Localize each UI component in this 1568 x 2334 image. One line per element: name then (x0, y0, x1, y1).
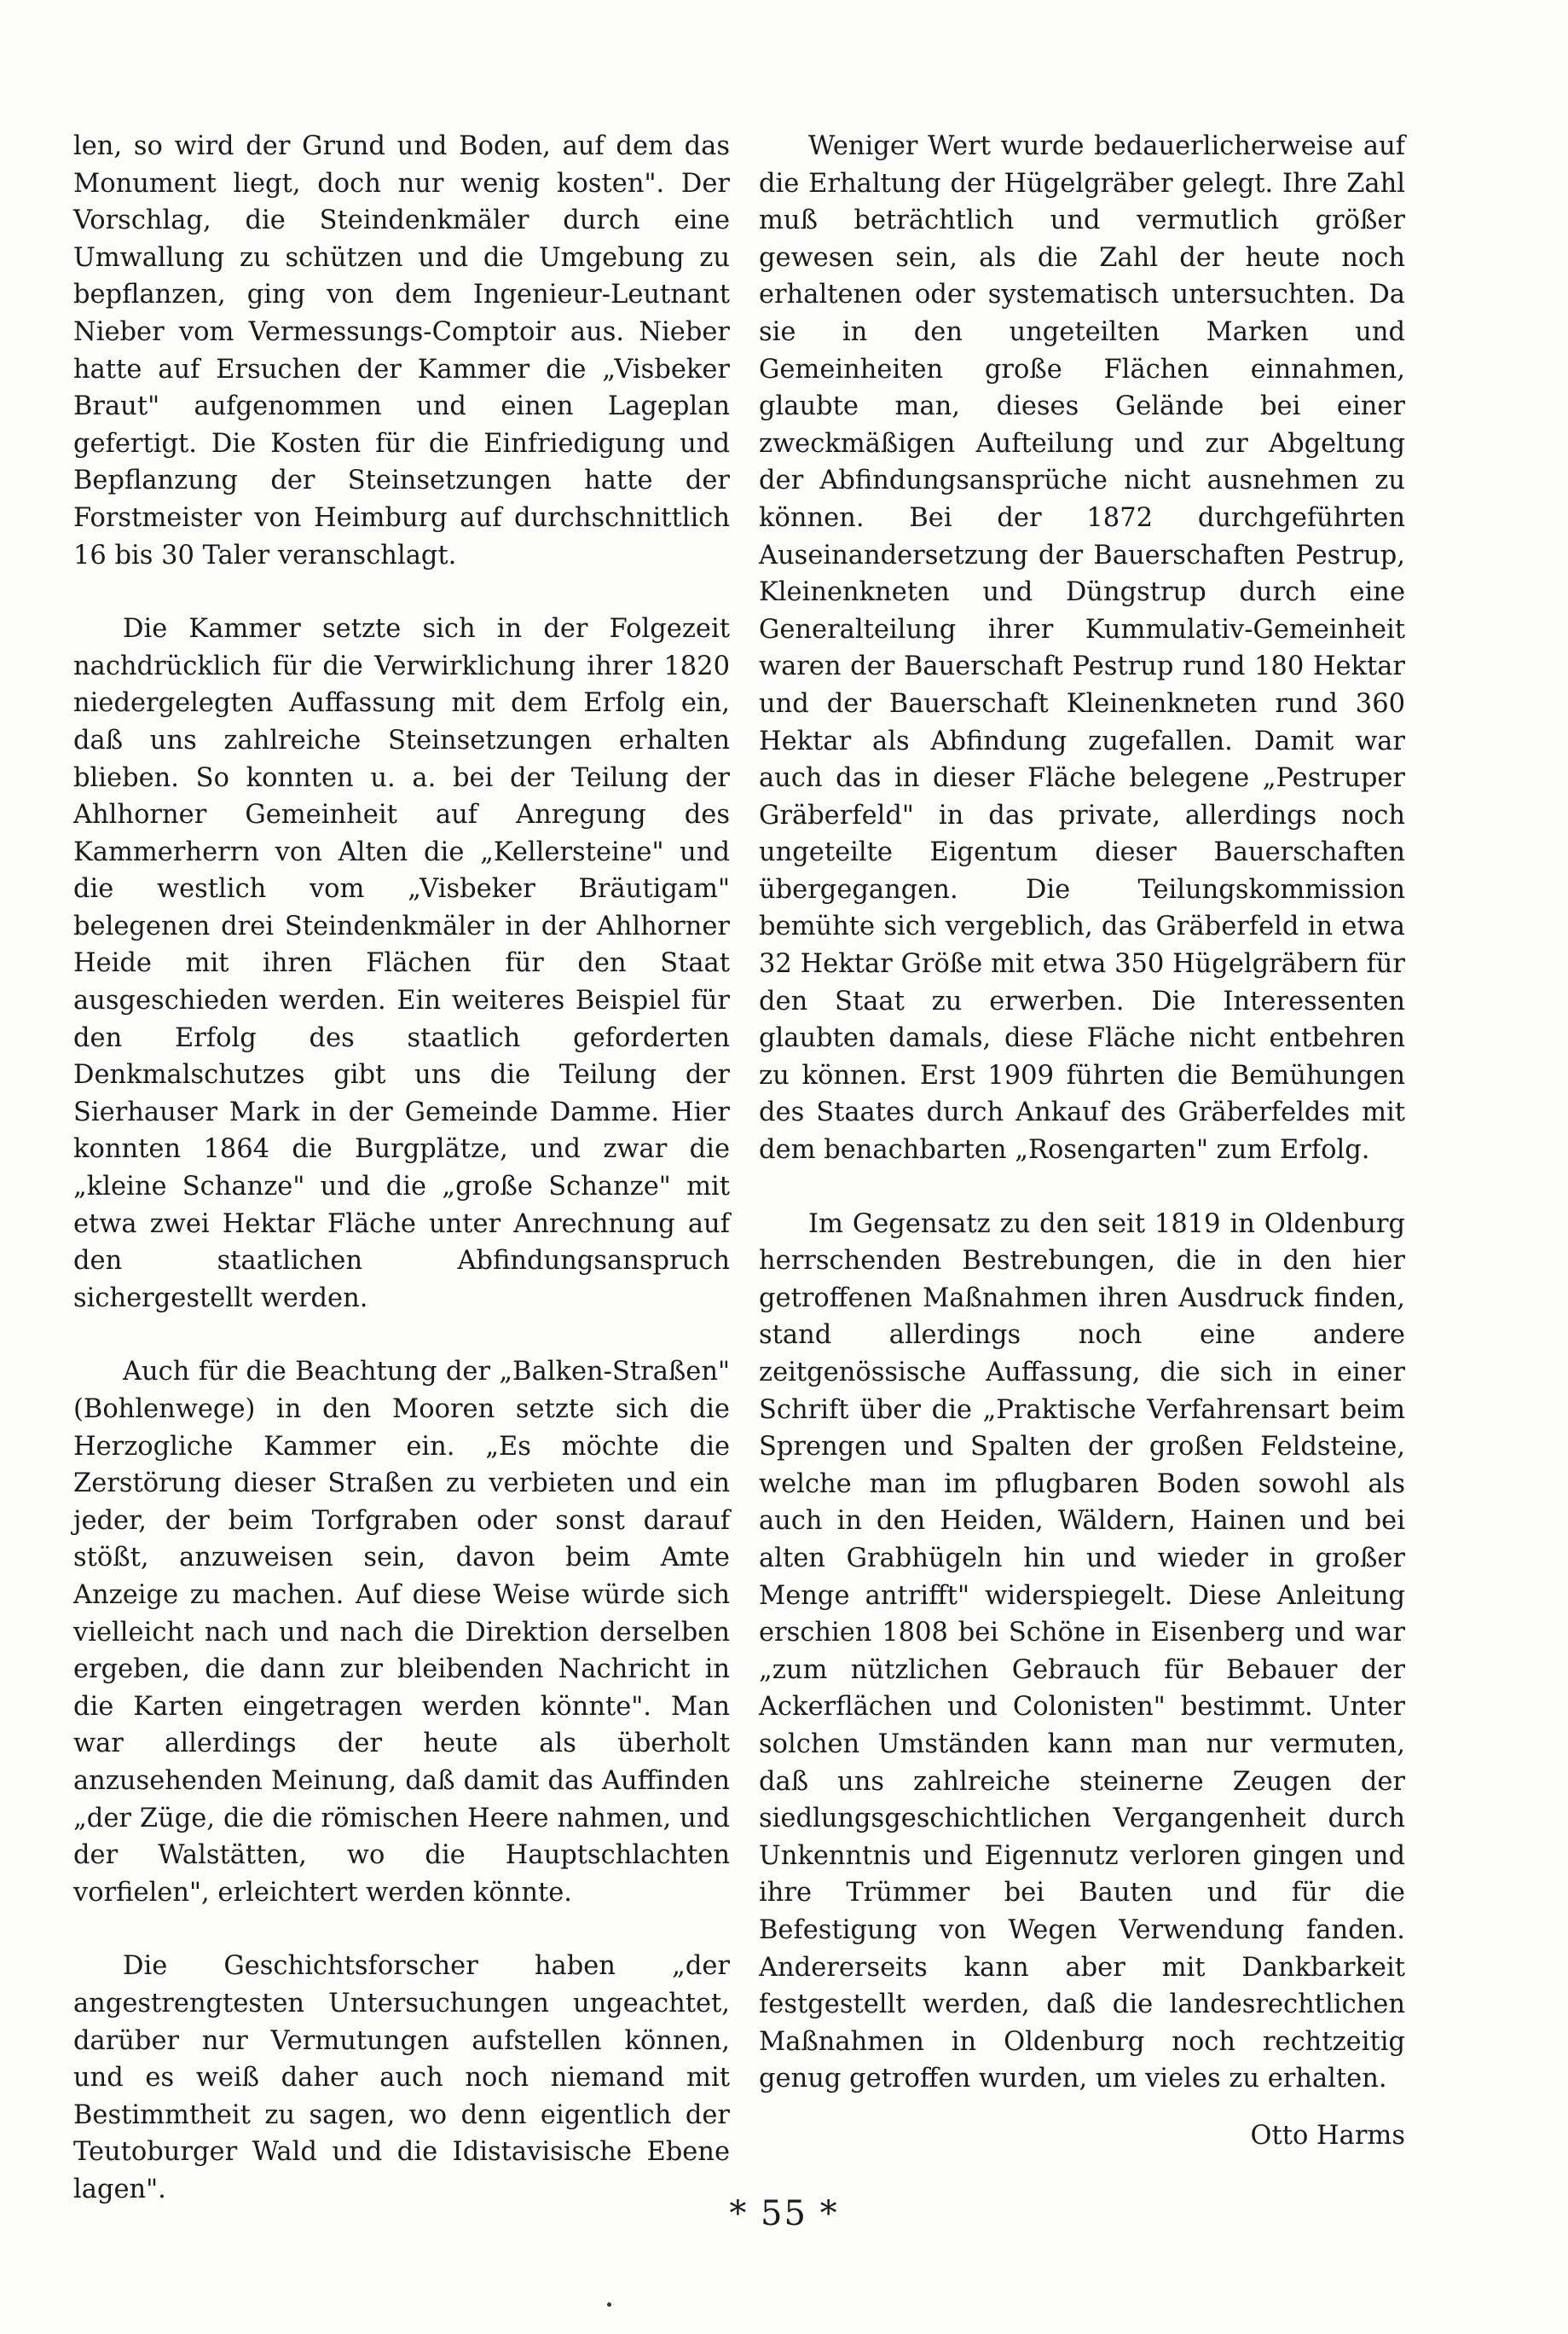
paragraph: Auch für die Beachtung der „Balken-Straßen" (Bohlenwege) in den Mooren setzte sich die Herzogliche Kammer ein. „Es möchte die Zerstörung dieser Straßen zu verbieten und ein jeder, der beim Torfgraben oder sonst darauf stößt, anzuweisen sein, davon beim Amte Anzeige zu machen. Auf diese Weise würde sich vielleicht nach und nach die Direktion derselben ergeben, die dann zur bleibenden Nachricht in die Karten eingetragen werden könnte". Man war allerdings der heute als überholt anzusehenden Meinung, daß damit das Auffinden „der Züge, die die römischen Heere nahmen, und der Walstätten, wo die Hauptschlachten vorfielen", erleichtert werden könnte. (73, 1357, 730, 1908)
paragraph: Weniger Wert wurde bedauerlicherweise auf die Erhaltung der Hügelgräber gelegt. Ihre Zahl muß beträchtlich und vermutlich größer gewesen sein, als die Zahl der heute noch erhaltenen oder systematisch untersuchten. Da sie in den ungeteilten Marken und Gemeinheiten große Flächen einnahmen, glaubte man, dieses Gelände bei einer zweckmäßigen Aufteilung und zur Abgeltung der Abfindungsansprüche nicht ausnehmen zu können. Bei der 1872 durchgeführten Auseinandersetzung der Bauerschaften Pestrup, Kleinenkneten und Düngstrup durch eine Generalteilung ihrer Kummulativ-Gemeinheit waren der Bauerschaft Pestrup rund 180 Hektar und der Bauerschaft Kleinenkneten rund 360 Hektar als Abfindung zugefallen. Damit war auch das in dieser Fläche belegene „Pestruper Gräberfeld" in das private, allerdings noch ungeteilte Eigentum dieser Bauerschaften übergegangen. Die Teilungskommission bemühte sich vergeblich, das Gräberfeld in etwa 32 Hektar Größe mit etwa 350 Hügelgräbern für den Staat zu erwerben. Die Interessenten glaubten damals, diese Fläche nicht entbehren zu können. Erst 1909 führten die Bemühungen des Staates durch Ankauf des Gräberfeldes mit dem benachbarten „Rosengarten" zum Erfolg. (759, 131, 1405, 1166)
left-text-column (73, 128, 730, 2244)
paragraph: Die Geschichtsforscher haben „der angestrengtesten Untersuchungen ungeachtet, darüber nur Vermutungen aufstellen können, und es weiß daher auch noch niemand mit Bestimmtheit zu sagen, wo denn eigentlich der Teutoburger Wald und die Idistavisische Ebene lagen". (73, 1951, 730, 2204)
paragraph: Im Gegensatz zu den seit 1819 in Oldenburg herrschenden Bestrebungen, die in den hier getroffenen Maßnahmen ihren Ausdruck finden, stand allerdings noch eine andere zeitgenössische Auffassung, die sich in einer Schrift über die „Praktische Verfahrensart beim Sprengen und Spalten der großen Feldsteine, welche man im pflugbaren Boden sowohl als auch in den Heiden, Wäldern, Hainen und bei alten Grabhügeln hin und wieder in großer Menge antrifft" widerspiegelt. Diese Anleitung erschien 1808 bei Schöne in Eisenberg und war „zum nützlichen Gebrauch für Bebauer der Ackerflächen und Colonisten" bestimmt. Unter solchen Umständen kann man nur vermuten, daß uns zahlreiche steinerne Zeugen der siedlungsgeschichtlichen Vergangenheit durch Unkenntnis und Eigennutz verloren gingen und ihre Trümmer bei Bauten und für die Befestigung von Wegen Verwendung fanden. Andererseits kann aber mit Dankbarkeit festgestellt werden, daß die landesrechtlichen Maßnahmen in Oldenburg noch rechtzeitig genug getroffen wurden, um vieles zu erhalten. (759, 1208, 1405, 2094)
print-speck (607, 2302, 611, 2307)
paragraph: Die Kammer setzte sich in der Folgezeit nachdrücklich für die Verwirklichung ihrer 1820 niedergelegten Auffassung mit dem Erfolg ein, daß uns zahlreiche Steinsetzungen erhalten blieben. So konnten u. a. bei der Teilung der Ahlhorner Gemeinheit auf Anregung des Kammerherrn von Alten die „Kellersteine" und die westlich vom „Visbeker Bräutigam" belegenen drei Steindenkmäler in der Ahlhorner Heide mit ihren Flächen für den Staat ausgeschieden werden. Ein weiteres Beispiel für den Erfolg des staatlich geforderten Denkmalschutzes gibt uns die Teilung der Sierhauser Mark in der Gemeinde Damme. Hier konnten 1864 die Burgplätze, und zwar die „kleine Schanze" und die „große Schanze" mit etwa zwei Hektar Fläche unter Anrechnung auf den staatlichen Abfindungsanspruch sichergestellt werden. (73, 614, 730, 1313)
page-number: * 55 * (729, 2194, 839, 2233)
author-signature: Otto Harms (1250, 2121, 1405, 2151)
paragraph: len, so wird der Grund und Boden, auf dem das Monument liegt, doch nur wenig kosten". Der Vorschlag, die Steindenkmäler durch eine Umwallung zu schützen und die Umgebung zu bepflanzen, ging von dem Ingenieur-Leutnant Nieber vom Vermessungs-Comptoir aus. Nieber hatte auf Ersuchen der Kammer die „Visbeker Braut" aufgenommen und einen Lageplan gefertigt. Die Kosten für die Einfriedigung und Bepflanzung der Steinsetzungen hatte der Forstmeister von Heimburg auf durchschnittlich 16 bis 30 Taler veranschlagt. (73, 131, 730, 570)
right-text-column (759, 128, 1405, 2134)
